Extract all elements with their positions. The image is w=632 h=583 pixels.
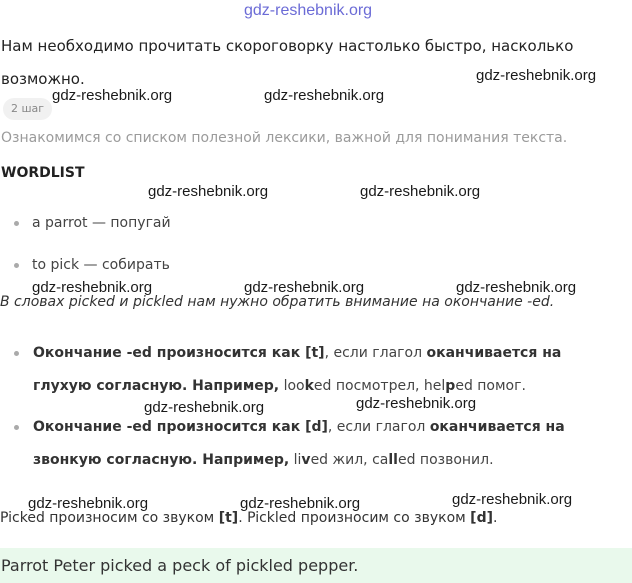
rule-example-letter: v xyxy=(301,452,311,468)
note-word: picked xyxy=(68,294,115,310)
watermark: gdz-reshebnik.org xyxy=(52,87,173,104)
intro-paragraph: Нам необходимо прочитать скороговорку настолько быстро, насколько возможно. xyxy=(1,37,574,88)
note-text: и xyxy=(114,294,133,310)
bullet-icon xyxy=(14,263,19,268)
wordlist-title: WORDLIST xyxy=(1,165,85,181)
step-badge: 2 шаг xyxy=(3,98,52,120)
pron-text: Picked произносим со звуком xyxy=(0,510,219,526)
bullet-icon xyxy=(14,425,19,430)
rule-example: loo xyxy=(279,378,305,394)
pron-sound: [t] xyxy=(218,510,239,526)
tongue-twister-box: Parrot Peter picked a peck of pickled pepper. xyxy=(0,548,632,583)
rule-example-letter: p xyxy=(445,378,456,394)
watermark: gdz-reshebnik.org xyxy=(240,495,361,512)
pron-text: . xyxy=(493,510,498,526)
pron-text: . Pickled произносим со звуком xyxy=(238,510,471,526)
note-text: нам нужно обратить внимание на окончание -ed. xyxy=(182,294,555,310)
watermark: gdz-reshebnik.org xyxy=(32,279,153,296)
rule-bold: Окончание -ed произносится как [t] xyxy=(33,345,325,361)
watermark: gdz-reshebnik.org xyxy=(360,183,481,200)
watermark: gdz-reshebnik.org xyxy=(28,495,149,512)
rule-example: ed позвонил. xyxy=(397,452,494,468)
watermark: gdz-reshebnik.org xyxy=(476,67,597,84)
watermark: gdz-reshebnik.org xyxy=(148,183,269,200)
rule-example: ed помог. xyxy=(455,378,526,394)
watermark: gdz-reshebnik.org xyxy=(144,399,265,416)
note-text: В словах xyxy=(0,294,69,310)
vocab-item xyxy=(14,215,171,231)
rule-example: li xyxy=(289,452,302,468)
watermark: gdz-reshebnik.org xyxy=(244,2,373,19)
rule-plain: , если глагол xyxy=(324,345,427,361)
rule-text xyxy=(33,411,624,477)
watermark: gdz-reshebnik.org xyxy=(264,87,385,104)
rule-item xyxy=(14,337,624,403)
rule-example: ed жил, ca xyxy=(310,452,389,468)
ending-note xyxy=(0,294,554,310)
vocab-text: a parrot — попугай xyxy=(32,215,171,231)
note-word: pickled xyxy=(132,294,183,310)
vocab-item xyxy=(14,257,170,273)
rule-bold: оканчивается на звонкую согласную. Например, xyxy=(33,419,565,468)
rule-text xyxy=(33,337,624,403)
watermark: gdz-reshebnik.org xyxy=(452,491,573,508)
rule-item xyxy=(14,411,624,477)
watermark: gdz-reshebnik.org xyxy=(244,279,365,296)
rule-example: ed посмотрел, hel xyxy=(313,378,446,394)
vocab-text: to pick — собирать xyxy=(32,257,170,273)
pronunciation-summary xyxy=(0,510,497,526)
pron-sound: [d] xyxy=(470,510,493,526)
rule-bold: Окончание -ed произносится как [d] xyxy=(33,419,328,435)
watermark: gdz-reshebnik.org xyxy=(356,395,477,412)
watermark: gdz-reshebnik.org xyxy=(456,279,577,296)
rule-example-letter: ll xyxy=(388,452,398,468)
bullet-icon xyxy=(14,221,19,226)
rule-plain: , если глагол xyxy=(327,419,430,435)
rule-example-letter: k xyxy=(304,378,314,394)
bullet-icon xyxy=(14,351,19,356)
step-intro: Ознакомимся со списком полезной лексики, важной для понимания текста. xyxy=(1,130,568,146)
rule-bold: оканчивается на глухую согласную. Например, xyxy=(33,345,562,394)
